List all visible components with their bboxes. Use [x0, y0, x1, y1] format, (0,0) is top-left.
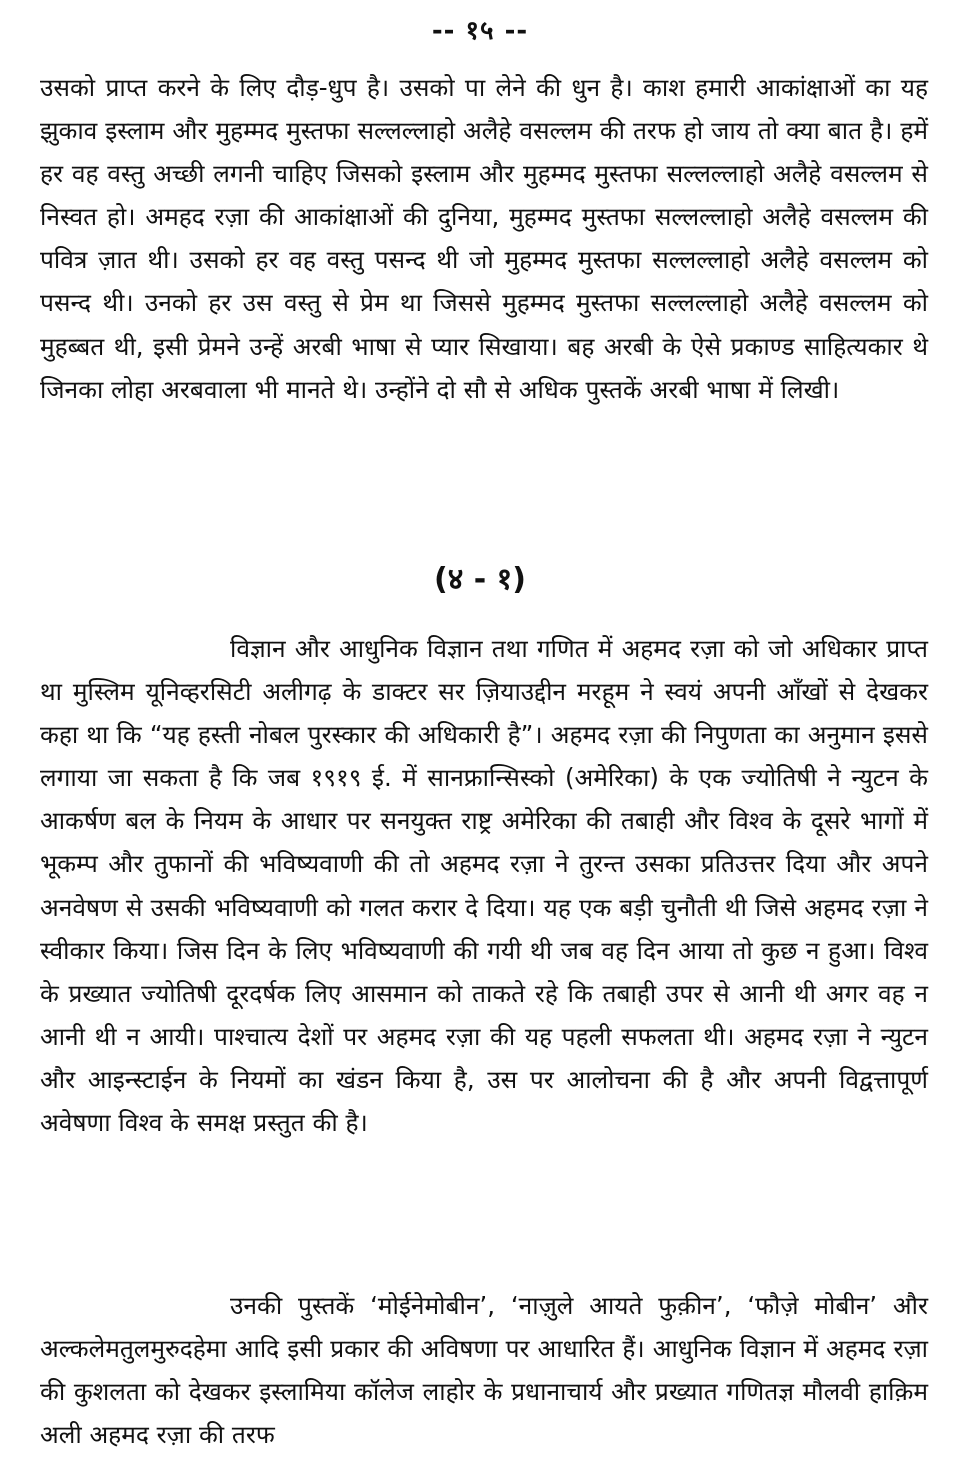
- paragraph-science-mathematics: विज्ञान और आधुनिक विज्ञान तथा गणित में अहमद रज़ा को जो अधिकार प्राप्त था मुस्लिम यूनिव्हरसिटी अलीगढ़ के डाक्टर सर ज़ियाउद्दीन मरहूम ने स्वयं अपनी आँखों से देखकर कहा था कि “यह हस्ती नोबल पुरस्कार की अधिकारी है”। अहमद रज़ा की निपुणता का अनुमान इससे लगाया जा सकता है कि जब १९१९ ई. में सानफ्रान्सिस्को (अमेरिका) के एक ज्योतिषी ने न्युटन के आकर्षण बल के नियम के आधार पर सनयुक्त राष्ट्र अमेरिका की तबाही और विश्व के दूसरे भागों में भूकम्प और तुफानों की भविष्यवाणी की तो अहमद रज़ा ने तुरन्त उसका प्रतिउत्तर दिया और अपने अनवेषण से उसकी भविष्यवाणी को गलत करार दे दिया। यह एक बड़ी चुनौती थी जिसे अहमद रज़ा ने स्वीकार किया। जिस दिन के लिए भविष्यवाणी की गयी थी जब वह दिन आया तो कुछ न हुआ। विश्व के प्रख्यात ज्योतिषी दूरदर्षक लिए आसमान को ताकते रहे कि तबाही उपर से आनी थी अगर वह न आनी थी न आयी। पाश्चात्य देशों पर अहमद रज़ा की यह पहली सफलता थी। अहमद रज़ा ने न्युटन और आइन्स्टाईन के नियमों का खंडन किया है, उस पर आलोचना की है और अपनी विद्वत्तापूर्ण अवेषणा विश्व के समक्ष प्रस्तुत की है।: [40, 634, 928, 1138]
- paragraph-arabic-language-love: उसको प्राप्त करने के लिए दौड़-धुप है। उसको पा लेने की धुन है। काश हमारी आकांक्षाओं का यह झुकाव इस्लाम और मुहम्मद मुस्तफा सल्लल्लाहो अलैहे वसल्लम की तरफ हो जाय तो क्या बात है। हमें हर वह वस्तु अच्छी लगनी चाहिए जिसको इस्लाम और मुहम्मद मुस्तफा सल्लल्लाहो अलैहे वसल्लम से निस्वत हो। अमहद रज़ा की आकांक्षाओं की दुनिया, मुहम्मद मुस्तफा सल्लल्लाहो अलैहे वसल्लम की पवित्र ज़ात थी। उसको हर वह वस्तु पसन्द थी जो मुहम्मद मुस्तफा सल्लल्लाहो अलैहे वसल्लम को पसन्द थी। उनको हर उस वस्तु से प्रेम था जिससे मुहम्मद मुस्तफा सल्लल्लाहो अलैहे वसल्लम को मुहब्बत थी, इसी प्रेमने उन्हें अरबी भाषा से प्यार सिखाया। बह अरबी के ऐसे प्रकाण्ड साहित्यकार थे जिनका लोहा अरबवाला भी मानते थे। उन्होंने दो सौ से अधिक पुस्तकें अरबी भाषा में लिखी।: [40, 73, 928, 404]
- page-number: -- १५ --: [431, 16, 529, 46]
- paragraph-books-list: उनकी पुस्तकें ‘मोईनेमोबीन’, ‘नाज़ुले आयते फुक़ीन’, ‘फौज़े मोबीन’ और अल्कलेमतुलमुरुदहेमा आदि इसी प्रकार की अविषणा पर आधारित हैं। आधुनिक विज्ञान में अहमद रज़ा की कुशलता को देखकर इस्लामिया कॉलेज लाहोर के प्रधानाचार्य और प्रख्यात गणितज्ञ मौलवी हाक़िम अली अहमद रज़ा की तरफ: [40, 1291, 928, 1450]
- section-heading: (४ - १): [434, 562, 526, 597]
